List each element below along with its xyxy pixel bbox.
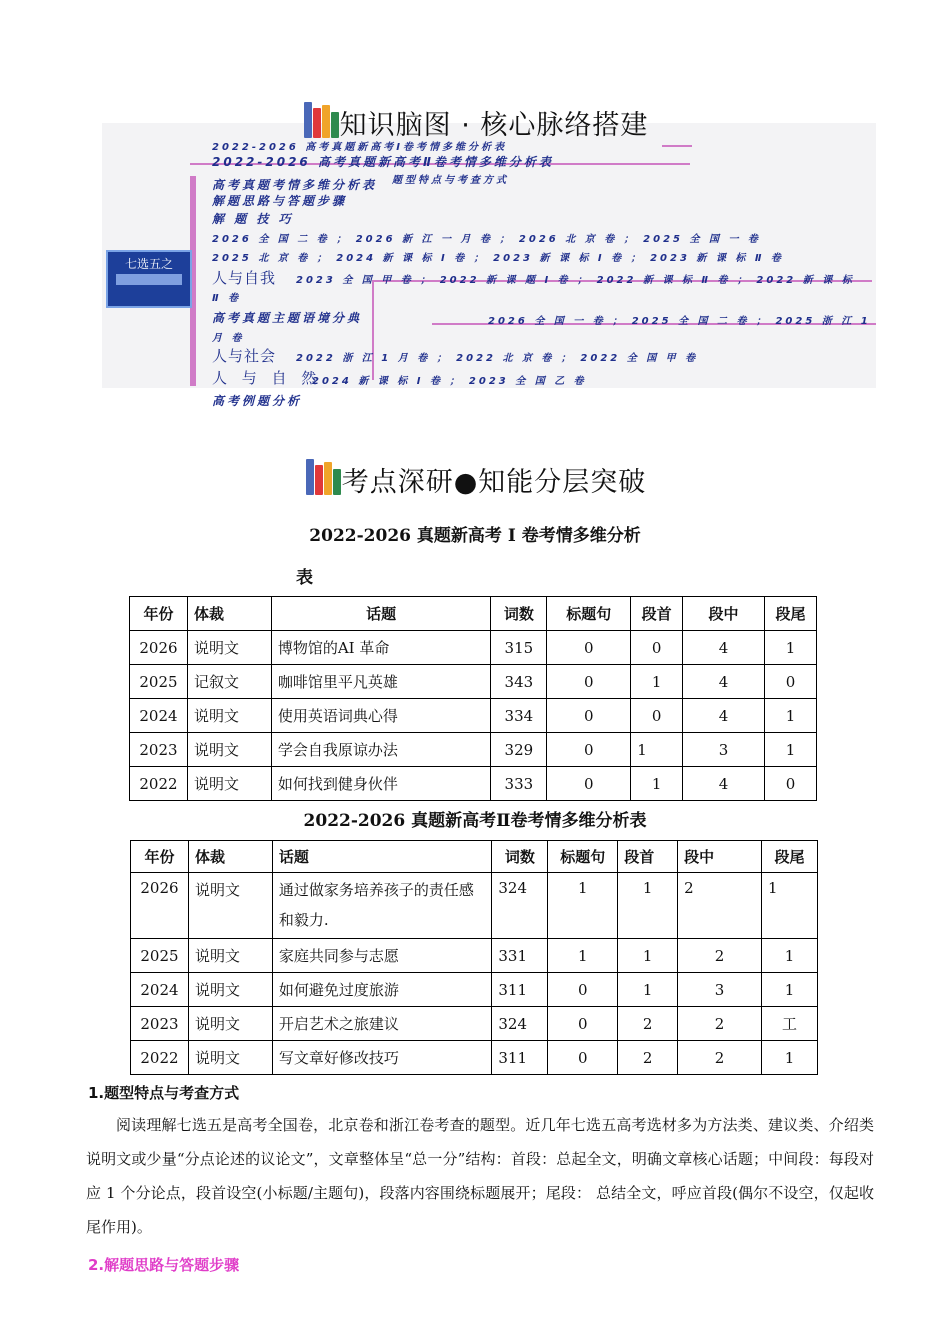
cell-para-mid: 2 [678, 939, 762, 973]
cell-year: 2025 [130, 665, 188, 699]
table-row [130, 699, 817, 733]
cell-genre: 说明文 [188, 939, 272, 973]
cell-para-start: 1 [631, 767, 683, 801]
mindmap-node: 2022-2026 高考真题新高考I卷考情多维分析表 [212, 142, 508, 153]
cell-words: 331 [492, 939, 548, 973]
table-row [130, 665, 817, 699]
cell-topic: 如何避免过度旅游 [272, 973, 492, 1007]
col-header: 段尾 [764, 597, 816, 631]
cell-genre: 说明文 [187, 767, 271, 801]
mindmap-node: 人与自我 [212, 269, 277, 287]
col-header: 年份 [130, 597, 188, 631]
cell-para-start: 0 [631, 699, 683, 733]
col-header: 段首 [631, 597, 683, 631]
cell-para-mid: 3 [683, 733, 765, 767]
cell-words: 333 [491, 767, 547, 801]
cell-year: 2022 [130, 767, 188, 801]
cell-para-end: 0 [764, 767, 816, 801]
branch-line [372, 280, 374, 380]
table-row [130, 767, 817, 801]
cell-genre: 说明文 [188, 1007, 272, 1041]
cell-para-start: 1 [618, 873, 678, 939]
cell-para-start: 2 [618, 1007, 678, 1041]
col-header: 体裁 [188, 841, 272, 873]
col-header: 段中 [683, 597, 765, 631]
cell-para-start: 1 [631, 733, 683, 767]
cell-title-sentence: 0 [548, 973, 618, 1007]
table-row [130, 631, 817, 665]
cell-title-sentence: 0 [547, 665, 631, 699]
table-row [131, 939, 818, 973]
cell-year: 2023 [130, 733, 188, 767]
cell-topic: 写文章好修改技巧 [272, 1041, 492, 1075]
mindmap-node: 高考例题分析 [212, 394, 303, 408]
cell-year: 2024 [130, 699, 188, 733]
col-header: 话题 [271, 597, 491, 631]
cell-words: 324 [492, 1007, 548, 1041]
cell-topic: 通过做家务培养孩子的责任感和毅力. [272, 873, 492, 939]
mindmap-node: 高考真题主题语境分典 [212, 311, 363, 325]
col-header: 标题句 [547, 597, 631, 631]
cell-title-sentence: 0 [547, 699, 631, 733]
cell-para-end: 1 [762, 939, 818, 973]
cell-genre: 说明文 [188, 1041, 272, 1075]
cell-para-end: 0 [764, 665, 816, 699]
cell-title-sentence: 0 [547, 631, 631, 665]
cell-title-sentence: 1 [548, 939, 618, 973]
col-header: 词数 [492, 841, 548, 873]
col-header: 年份 [131, 841, 189, 873]
table-header-row [130, 597, 817, 631]
cell-para-end: 1 [764, 733, 816, 767]
cell-para-end: 1 [764, 699, 816, 733]
cell-words: 334 [491, 699, 547, 733]
mindmap-node: Ⅱ 卷 [212, 293, 242, 304]
cell-genre: 说明文 [187, 699, 271, 733]
cell-topic: 开启艺术之旅建议 [272, 1007, 492, 1041]
cell-year: 2026 [131, 873, 189, 939]
root-label: 七选五之 [124, 257, 173, 271]
cell-genre: 说明文 [188, 973, 272, 1007]
cell-para-mid: 2 [678, 1041, 762, 1075]
cell-para-mid: 4 [683, 631, 765, 665]
mindmap-node: 人 与 自 然 [212, 369, 322, 387]
branch-line [662, 145, 692, 147]
section-2-title: 2.解题思路与答题步骤 [88, 1256, 240, 1274]
table2-title: 2022-2026 真题新高考Ⅱ卷考情多维分析表 [303, 811, 647, 831]
cell-words: 324 [492, 873, 548, 939]
mind-map [102, 123, 876, 408]
mindmap-node: 2022-2026 高考真题新高考Ⅱ卷考情多维分析表 [212, 155, 554, 169]
cell-para-end: 1 [762, 873, 818, 939]
mindmap-node: 月 卷 [212, 333, 245, 344]
mindmap-root-node [106, 250, 192, 308]
mindmap-node: 2026 全 国 二 卷 ； 2026 新 江 一 月 卷 ； 2026 北 京 卷 ； 2025 全 国 一 卷 [212, 234, 761, 245]
section-1-title: 1.题型特点与考查方式 [88, 1084, 240, 1102]
cell-para-start: 1 [618, 939, 678, 973]
table-row [131, 973, 818, 1007]
mindmap-node: 2022 浙 江 1 月 卷 ； 2022 北 京 卷 ； 2022 全 国 甲 卷 [296, 353, 699, 364]
cell-genre: 说明文 [188, 873, 272, 939]
cell-words: 311 [492, 1041, 548, 1075]
mindmap-heading-text: 知识脑图 · 核心脉络搭建 [339, 110, 649, 141]
table-row [131, 873, 818, 939]
mindmap-node: 人与社会 [212, 347, 277, 365]
mindmap-heading [0, 98, 950, 142]
col-header: 词数 [491, 597, 547, 631]
cell-title-sentence: 0 [548, 1041, 618, 1075]
cell-topic: 咖啡馆里平凡英雄 [271, 665, 491, 699]
table1-title-line1: 2022-2026 真题新高考 I 卷考情多维分析 [309, 526, 641, 546]
cell-para-mid: 4 [683, 665, 765, 699]
mindmap-node: 2025 北 京 卷 ； 2024 新 课 标 I 卷 ； 2023 新 课 标 I 卷 ； 2023 新 课 标 Ⅱ 卷 [212, 253, 784, 264]
cell-para-mid: 4 [683, 699, 765, 733]
section-heading-text: 考点深研●知能分层突破 [341, 467, 647, 498]
table1-title-line2: 表 [296, 568, 313, 588]
books-icon [302, 98, 338, 138]
cell-topic: 学会自我原谅办法 [271, 733, 491, 767]
mindmap-node: 题型特点与考查方式 [392, 175, 509, 186]
col-header: 段尾 [762, 841, 818, 873]
col-header: 话题 [272, 841, 492, 873]
cell-title-sentence: 1 [548, 873, 618, 939]
mindmap-node: 解 题 技 巧 [212, 212, 294, 226]
cell-para-mid: 2 [678, 873, 762, 939]
cell-para-end: 1 [764, 631, 816, 665]
section-heading [0, 455, 950, 499]
cell-genre: 说明文 [187, 733, 271, 767]
cell-genre: 记叙文 [187, 665, 271, 699]
table-row [130, 733, 817, 767]
cell-topic: 使用英语词典心得 [271, 699, 491, 733]
cell-para-start: 1 [618, 973, 678, 1007]
col-header: 段首 [618, 841, 678, 873]
cell-topic: 如何找到健身伙伴 [271, 767, 491, 801]
table2 [130, 840, 818, 1075]
cell-topic: 博物馆的AI 革命 [271, 631, 491, 665]
table-row [131, 1007, 818, 1041]
cell-words: 343 [491, 665, 547, 699]
cell-year: 2024 [131, 973, 189, 1007]
cell-year: 2022 [131, 1041, 189, 1075]
mindmap-node: 解题思路与答题步骤 [212, 194, 348, 208]
cell-para-start: 2 [618, 1041, 678, 1075]
cell-para-mid: 3 [678, 973, 762, 1007]
cell-title-sentence: 0 [548, 1007, 618, 1041]
cell-year: 2025 [131, 939, 189, 973]
blurred-subtitle [116, 274, 182, 285]
cell-para-mid: 4 [683, 767, 765, 801]
cell-words: 315 [491, 631, 547, 665]
col-header: 体裁 [187, 597, 271, 631]
cell-title-sentence: 0 [547, 733, 631, 767]
section-1-body: 阅读理解七选五是高考全国卷，北京卷和浙江卷考查的题型。近几年七选五高考选材多为方法类、建议类、介绍类说明文或少量“分点论述的议论文”，文章整体呈“总一分”结构：首段：总起全文，明确文章核心话题；中间段：每段对应 1 个分论点，段首设空(小标题/主题句)，段落内容围绕标题展开；尾段： 总结全文，呼应首段(偶尔不设空，仅起收尾作用)。 [86, 1116, 874, 1236]
mindmap-node: 2026 全 国 一 卷 ； 2025 全 国 二 卷 ； 2025 浙 江 1 [488, 316, 871, 327]
mindmap-node: 2023 全 国 甲 卷 ； 2022 新 课 题 I 卷 ； 2022 新 课 标 Ⅱ 卷 ； 2022 新 课 标 [296, 275, 855, 286]
col-header: 标题句 [548, 841, 618, 873]
cell-para-mid: 2 [678, 1007, 762, 1041]
cell-para-end: 工 [762, 1007, 818, 1041]
table-header-row [131, 841, 818, 873]
cell-words: 329 [491, 733, 547, 767]
cell-para-end: 1 [762, 1041, 818, 1075]
mindmap-node: 2024 新 课 标 I 卷 ； 2023 全 国 乙 卷 [312, 376, 587, 387]
cell-title-sentence: 0 [547, 767, 631, 801]
table-row [131, 1041, 818, 1075]
cell-para-start: 0 [631, 631, 683, 665]
col-header: 段中 [678, 841, 762, 873]
cell-para-start: 1 [631, 665, 683, 699]
table1 [129, 596, 817, 801]
cell-words: 311 [492, 973, 548, 1007]
cell-year: 2023 [131, 1007, 189, 1041]
cell-genre: 说明文 [187, 631, 271, 665]
mindmap-node: 高考真题考情多维分析表 [212, 178, 378, 192]
cell-topic: 家庭共同参与志愿 [272, 939, 492, 973]
cell-para-end: 1 [762, 973, 818, 1007]
cell-year: 2026 [130, 631, 188, 665]
books-icon [304, 455, 340, 495]
